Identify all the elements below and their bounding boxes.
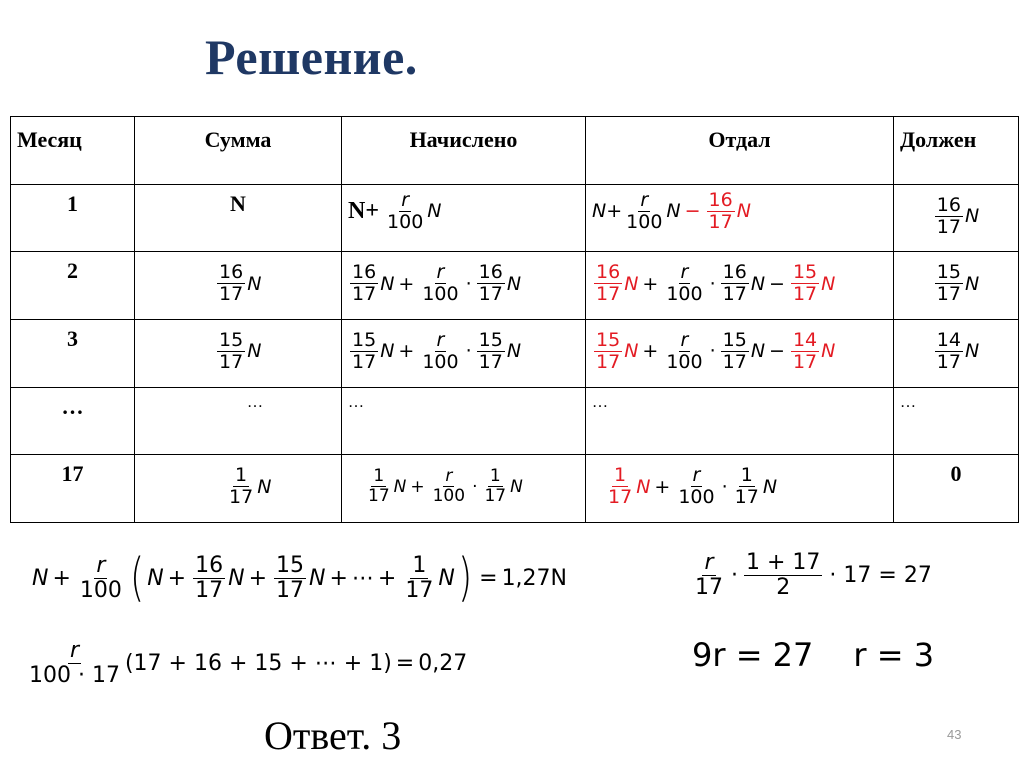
solution-table <box>10 116 1019 523</box>
accrued-cell <box>342 319 586 387</box>
formula: $\frac{1}{17}$ N + $\frac{r}{100}$ · $\frac{1}{17}$ N <box>608 464 778 509</box>
sum-cell: N <box>135 184 342 252</box>
formula-arithmetic-sum: $\frac{r}{100 \cdot 17}$ (17 + 16 + 15 + ⋯ + 1) = 0,27 <box>29 638 468 688</box>
paid-cell <box>586 455 894 523</box>
header-owed: Должен <box>894 117 1019 185</box>
header-accrued: Начислено <box>342 117 586 185</box>
header-month: Месяц <box>11 117 135 185</box>
owed-cell: 0 <box>894 455 1019 523</box>
page-number: 43 <box>947 727 962 742</box>
formula-result: 9r = 27 r = 3 <box>692 636 935 674</box>
formula: $\frac{15}{17}$ N + $\frac{r}{100}$ · $\frac{15}{17}$ N − $\frac{14}{17}$ N <box>596 328 836 373</box>
sum-cell: $\frac{1}{17}$ N <box>135 455 342 523</box>
accrued-cell <box>342 455 586 523</box>
table-header-row <box>11 117 1019 185</box>
accrued-cell <box>342 184 586 252</box>
table-row <box>11 455 1019 523</box>
left-paren: ( <box>129 548 145 608</box>
table-row <box>11 319 1019 387</box>
paid-cell: … <box>586 387 894 455</box>
formula-sum-equation: N + $\frac{r}{100}$ ( N + $\frac{16}{17}$ N + $\frac{15}{17}$ N + ⋯ + $\frac{1}{17}$ N ) = 1,27N <box>32 548 568 608</box>
sum-cell: … <box>135 387 342 455</box>
owed-cell: $\frac{14}{17}$ N <box>894 319 1019 387</box>
page-title: Решение. <box>205 29 418 85</box>
formula: N+ $\frac{r}{100}$ N − $\frac{16}{17}$ N <box>592 188 751 233</box>
accrued-cell <box>342 252 586 320</box>
month-cell: … <box>11 387 135 455</box>
right-paren: ) <box>457 548 473 608</box>
header-sum: Сумма <box>135 117 342 185</box>
fraction: $\frac{r}{100}$ <box>626 188 663 233</box>
formula: $\frac{16}{17}$ N + $\frac{r}{100}$ · $\frac{16}{17}$ N <box>352 261 522 306</box>
answer-text: Ответ. 3 <box>264 713 402 758</box>
formula: $\frac{1}{17}$ N + $\frac{r}{100}$ · $\frac{1}{17}$ N <box>368 466 523 507</box>
formula-r-over-17: $\frac{r}{17}$ · $\frac{1 + 17}{2}$ · 17 = 27 <box>695 550 932 600</box>
owed-cell: … <box>894 387 1019 455</box>
formula: $\frac{15}{17}$ N + $\frac{r}{100}$ · $\frac{15}{17}$ N <box>352 328 522 373</box>
fraction: $\frac{r}{100}$ <box>387 188 424 233</box>
n-plus-label: N+ <box>348 197 380 224</box>
header-paid: Отдал <box>586 117 894 185</box>
table-row <box>11 252 1019 320</box>
fraction: $\frac{16}{17}$ <box>708 188 733 233</box>
month-cell: 3 <box>11 319 135 387</box>
table-row <box>11 184 1019 252</box>
sum-cell: $\frac{15}{17}$ N <box>135 319 342 387</box>
formula: N+ $\frac{r}{100}$ N <box>348 188 442 233</box>
table-row <box>11 387 1019 455</box>
month-cell: 2 <box>11 252 135 320</box>
owed-cell: $\frac{15}{17}$ N <box>894 252 1019 320</box>
month-cell: 17 <box>11 455 135 523</box>
fraction: $\frac{16}{17}$ <box>219 261 244 306</box>
owed-cell <box>894 184 1019 252</box>
month-cell: 1 <box>11 184 135 252</box>
formula: $\frac{16}{17}$ N + $\frac{r}{100}$ · $\frac{16}{17}$ N − $\frac{15}{17}$ N <box>596 261 836 306</box>
n-plus-label: N+ <box>592 200 623 223</box>
paid-cell <box>586 319 894 387</box>
formula: $\frac{16}{17}$ N <box>936 193 980 238</box>
accrued-cell: … <box>342 387 586 455</box>
sum-cell: $\frac{16}{17}$ N <box>135 252 342 320</box>
paid-cell <box>586 252 894 320</box>
fraction: $\frac{16}{17}$ <box>936 193 961 238</box>
paid-cell <box>586 184 894 252</box>
